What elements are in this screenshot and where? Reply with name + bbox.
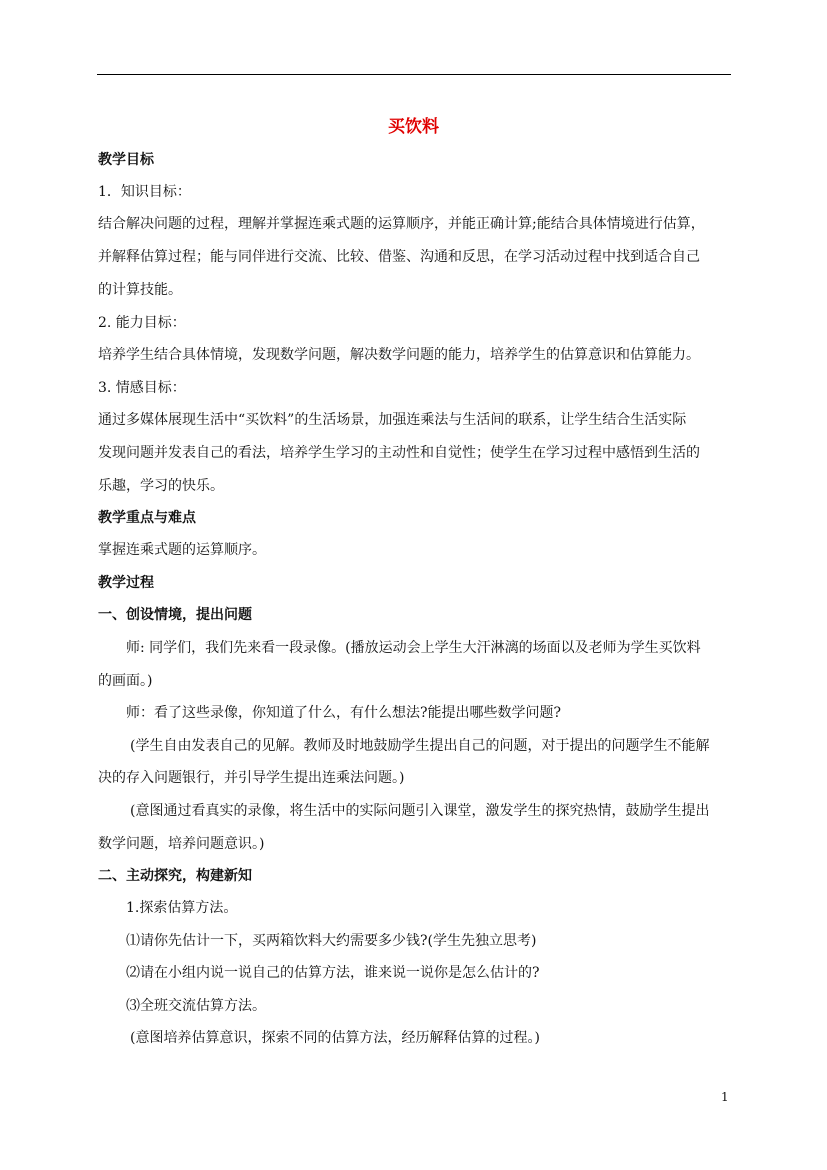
section-heading: 一、创设情境，提出问题 (98, 607, 252, 623)
header-rule (97, 74, 731, 75)
text-line: 乐趣，学习的快乐。 (98, 478, 224, 494)
text-line: 发现问题并发表自己的看法，培养学生学习的主动性和自觉性；使学生在学习过程中感悟到生活的 (98, 445, 700, 461)
text-line: 结合解决问题的过程，理解并掌握连乘式题的运算顺序，并能正确计算;能结合具体情境进行估算， (98, 216, 705, 232)
text-line: 掌握连乘式题的运算顺序。 (98, 542, 266, 558)
text-line: 1.探索估算方法。 (126, 900, 238, 916)
section-heading: 教学重点与难点 (98, 510, 196, 526)
text-line: 并解释估算过程；能与同伴进行交流、比较、借鉴、沟通和反思，在学习活动过程中找到适合自己 (98, 249, 700, 265)
text-line: 通过多媒体展现生活中“买饮料”的生活场景，加强连乘法与生活间的联系，让学生结合生活实际 (98, 412, 687, 428)
section-heading: 二、主动探究，构建新知 (98, 868, 252, 884)
text-line: ⑶全班交流估算方法。 (126, 998, 266, 1014)
document-title: 买饮料 (388, 117, 439, 137)
text-line: 的计算技能。 (98, 282, 182, 298)
text-line: 3. 情感目标： (98, 380, 186, 396)
text-line: ⑵请在小组内说一说自己的估算方法，谁来说一说你是怎么估计的? (126, 965, 540, 981)
text-line: 数学问题，培养问题意识。) (98, 836, 265, 852)
text-line: 培养学生结合具体情境，发现数学问题，解决数学问题的能力，培养学生的估算意识和估算能力。 (98, 347, 700, 363)
text-line: 决的存入问题银行，并引导学生提出连乘法问题。) (98, 770, 405, 786)
text-line: (学生自由发表自己的见解。教师及时地鼓励学生提出自己的问题，对于提出的问题学生不能解 (130, 738, 710, 754)
text-line: 1．知识目标： (98, 184, 191, 200)
text-line: 师：看了这些录像，你知道了什么，有什么想法?能提出哪些数学问题? (126, 705, 562, 721)
text-line: 2. 能力目标： (98, 315, 186, 331)
section-heading: 教学过程 (98, 575, 154, 591)
text-line: (意图培养估算意识，探索不同的估算方法，经历解释估算的过程。) (130, 1030, 540, 1046)
text-line: ⑴请你先估计一下，买两箱饮料大约需要多少钱?(学生先独立思考) (126, 933, 537, 949)
section-heading: 教学目标 (98, 152, 154, 168)
page-number: 1 (721, 1090, 729, 1104)
text-line: 的画面。) (98, 673, 153, 689)
text-line: 师: 同学们，我们先来看一段录像。(播放运动会上学生大汗淋漓的场面以及老师为学生买饮料 (126, 640, 701, 656)
text-line: (意图通过看真实的录像，将生活中的实际问题引入课堂，激发学生的探究热情，鼓励学生提出 (130, 803, 710, 819)
